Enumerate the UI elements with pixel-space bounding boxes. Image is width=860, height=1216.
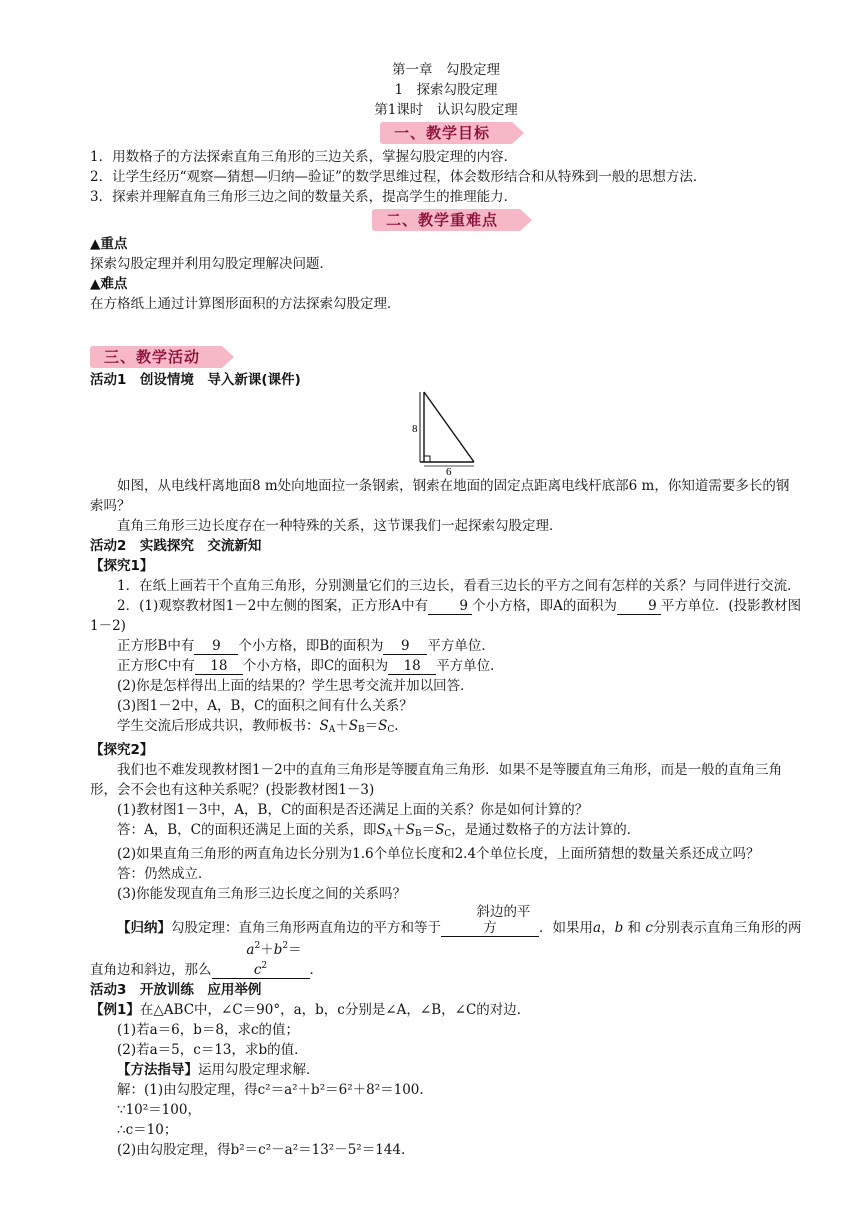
explore-1-question-2-2: (2)你是怎样得出上面的结果的？学生思考交流并加以回答． <box>117 678 474 694</box>
blank-c-area: 18 <box>388 658 436 675</box>
solution-line-4: (2)由勾股定理，得b²＝c²－a²＝13²－5²＝144. <box>117 1142 406 1158</box>
solution-line-2: ∵10²＝100， <box>117 1102 201 1118</box>
goals-banner: 一、教学目标 <box>380 122 512 144</box>
goal-item-3: 3．探索并理解直角三角形三边之间的数量关系，提高学生的推理能力． <box>90 189 518 205</box>
activity-2-title: 活动2 实践探究 交流新知 <box>90 538 262 554</box>
blank-b-area: 9 <box>383 638 427 655</box>
activities-banner: 三、教学活动 <box>90 346 222 368</box>
explore-2-paragraph: 我们也不难发现教材图1－2中的直角三角形是等腰直角三角形．如果不是等腰直角三角形，而是一般的直角三角形，会不会也有这种关系呢？(投影教材图1－3) <box>90 762 783 798</box>
pole-figure <box>90 390 802 476</box>
activity-3-title: 活动3 开放训练 应用举例 <box>90 982 262 998</box>
blank-formula: $a^2+b^2=c^2$ <box>212 938 310 979</box>
explore-1-question-2-3: (3)图1－2中，A，B，C的面积之间有什么关系？ <box>117 698 413 714</box>
square-c-line: 正方形C中有 18 个小方格，即C的面积为 18 平方单位． <box>117 658 504 674</box>
keypoints-banner: 二、教学重难点 <box>372 209 520 231</box>
explore-2-question-1: (1)教材图1－3中，A，B，C的面积是否还满足上面的关系？你是如何计算的？ <box>117 802 589 818</box>
explore-2-question-3: (3)你能发现直角三角形三边长度之间的关系吗？ <box>117 886 407 902</box>
blank-c-count: 18 <box>195 658 243 675</box>
right-angle-mark <box>424 456 430 462</box>
goals-banner-wrap <box>90 122 802 144</box>
document-page <box>90 60 802 1160</box>
blank-a-area: 9 <box>617 598 661 615</box>
teacher-board-line: 学生交流后形成共识，教师板书：$S_A+S_B=S_C$. <box>117 718 399 735</box>
cable-line <box>424 392 474 462</box>
explore-1-label: 【探究1】 <box>90 558 154 574</box>
activity-1-paragraph-1: 如图，从电线杆离地面8 m处向地面拉一条钢索，钢索在地面的固定点距离电线杆底部6 m，你知道需要多长的钢索吗？ <box>90 478 790 514</box>
difficulty-text: 在方格纸上通过计算图形面积的方法探索勾股定理． <box>90 296 401 312</box>
blank-hypotenuse: 斜边的平方 <box>441 904 539 937</box>
square-b-line: 正方形B中有 9 个小方格，即B的面积为 9 平方单位． <box>117 638 495 654</box>
example-1-q2: (2)若a＝5，c＝13，求b的值． <box>117 1042 308 1058</box>
activities-banner-wrap <box>90 346 802 368</box>
method-guidance: 【方法指导】运用勾股定理求解． <box>117 1062 320 1078</box>
goal-item-2: 2．让学生经历“观察—猜想—归纳—验证”的数学思维过程，体会数形结合和从特殊到一般的思想方法． <box>90 169 707 185</box>
base-label: 6 <box>446 466 452 476</box>
activity-1-title: 活动1 创设情境 导入新课(课件) <box>90 372 301 388</box>
keypoints-banner-wrap <box>90 209 802 231</box>
section-title: 1 探索勾股定理 <box>394 82 498 98</box>
solution-line-3: ∴c＝10； <box>117 1122 178 1138</box>
focus-text: 探索勾股定理并利用勾股定理解决问题． <box>90 256 333 272</box>
example-1-label: 【例1】 <box>90 1002 140 1018</box>
blank-a-count: 9 <box>428 598 472 615</box>
difficulty-label: ▲难点 <box>90 276 128 292</box>
lesson-title: 第1课时 认识勾股定理 <box>374 102 518 118</box>
chapter-title: 第一章 勾股定理 <box>392 62 500 78</box>
explore-2-answer-1: 答：A，B，C的面积还满足上面的关系，即$S_A+S_B=S_C$，是通过数格子的方法计算的． <box>117 822 641 839</box>
example-1: 【例1】在△ABC中，∠C＝90°，a，b，c分别是∠A，∠B，∠C的对边． <box>90 1002 531 1018</box>
explore-2-label: 【探究2】 <box>90 742 154 758</box>
summary-label: 【归纳】 <box>117 920 171 936</box>
height-label: 8 <box>412 423 418 435</box>
explore-1-question-1: 1．在纸上画若干个直角三角形，分别测量它们的三边长，看看三边长的平方之间有怎样的关系？与同伴进行交流． <box>117 578 801 594</box>
blank-b-count: 9 <box>194 638 238 655</box>
activity-1-paragraph-2: 直角三角形三边长度存在一种特殊的关系，这节课我们一起探索勾股定理． <box>117 518 563 534</box>
explore-2-question-2: (2)如果直角三角形的两直角边长分别为1.6个单位长度和2.4个单位长度，上面所猜想的数量关系还成立吗？ <box>117 846 760 862</box>
explore-2-answer-2: 答：仍然成立． <box>117 866 212 882</box>
goal-item-1: 1．用数格子的方法探索直角三角形的三边关系，掌握勾股定理的内容． <box>90 149 518 165</box>
solution-line-1: 解：(1)由勾股定理，得c²＝a²＋b²＝6²＋8²＝100. <box>117 1082 424 1098</box>
summary-paragraph: 【归纳】勾股定理：直角三角形两直角边的平方和等于斜边的平方 ．如果用a，b 和 c分别表示直角三角形的两直角边和斜边，那么$a^2+b^2=c^2$ ． <box>90 904 802 978</box>
method-label: 【方法指导】 <box>117 1062 198 1078</box>
explore-1-question-2: 2．(1)观察教材图1－2中左侧的图案，正方形A中有 9 个小方格，即A的面积为 9 平方单位．(投影教材图1－2) <box>90 598 802 634</box>
pole-triangle-diagram <box>406 390 486 476</box>
focus-label: ▲重点 <box>90 236 128 252</box>
example-1-q1: (1)若a＝6，b＝8，求c的值； <box>117 1022 300 1038</box>
